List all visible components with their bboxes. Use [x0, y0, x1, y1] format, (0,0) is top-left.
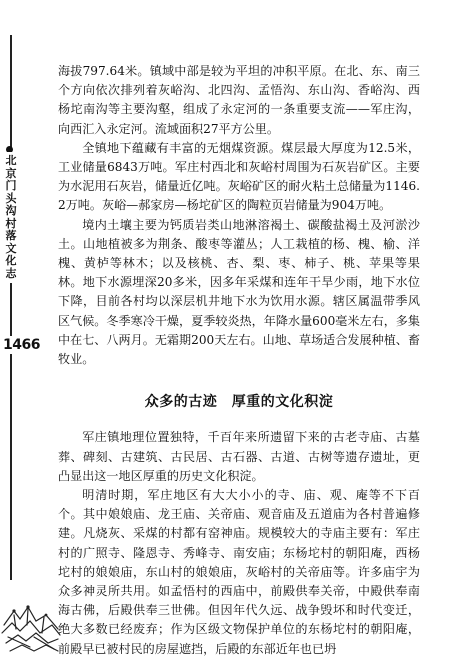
main-text-column [58, 62, 420, 659]
decorative-sketch-icon [0, 585, 62, 657]
paragraph-temples: 明清时期，军庄地区有大大小小的寺、庙、观、庵等不下百个。其中娘娘庙、龙王庙、关帝庙、观音庙及五道庙为各村普遍修建。凡烧灰、采煤的村都有窑神庙。规模较大的寺庙主要有：军庄村的广照寺、隆恩寺、秀峰寺、南安庙；东杨坨村的朝阳庵，西杨坨村的娘娘庙，东山村的娘娘庙，灰峪村的关帝庙等。许多庙宇为众多神灵所共用。如孟悟村的西庙中，前殿供奉关帝，中殿供奉南海古佛，后殿供奉三世佛。但因年代久远、战争毁坏和时代变迁，绝大多数已经废弃；作为区级文物保护单位的东杨坨村的朝阳庵，前殿早已被村民的房屋遮挡，后殿的东部近年也已坍 [58, 488, 420, 656]
running-book-title: 北京门头沟村落文化志 [3, 152, 19, 283]
paragraph-continued: 海拔797.64米。镇域中部是较为平坦的冲积平原。在北、东、南三个方向依次排列着灰峪沟、北四沟、孟悟沟、东山沟、香峪沟、西杨坨南沟等主要沟壑，组成了永定河的一条重要支流——军庄沟，向西汇入永定河。流域面积27平方公里。 [58, 64, 420, 136]
margin-rule [10, 35, 12, 580]
paragraph-coal-resources: 全镇地下蕴藏有丰富的无烟煤资源。煤层最大厚度为12.5米，工业储量6843万吨。军庄村西北和灰峪村周围为石灰岩矿区。主要为水泥用石灰岩，储量近亿吨。灰峪矿区的耐火粘土总储量为1146.2万吨。灰峪—郝家房—杨坨矿区的陶粒页岩储量为904万吨。 [58, 140, 420, 213]
paragraph-heritage-intro: 军庄镇地理位置独特，千百年来所遗留下来的古老寺庙、古墓葬、碑刻、古建筑、古民居、古石器、古道、古树等遗存遗址，更凸显出这一地区厚重的历史文化积淀。 [58, 430, 420, 483]
section-heading: 众多的古迹 厚重的文化积淀 [144, 394, 334, 411]
page-number: 1466 [3, 337, 40, 353]
paragraph-soil-climate: 境内土壤主要为钙质岩类山地淋溶褐土、碳酸盐褐土及河淤沙土。山地植被多为荆条、酸枣等灌丛；人工栽植的杨、槐、榆、洋槐、黄栌等林木；以及核桃、杏、梨、枣、柿子、桃、苹果等果林。地下水源埋深20多米，因多年采煤和连年干旱少雨，地下水位下降，目前各村均以深层机井地下水为饮用水源。辖区属温带季风区气候。冬季寒冷干燥，夏季较炎热，年降水量600毫米左右，多集中在七、八两月。无霜期200天左右。山地、草场适合发展种植、畜牧业。 [58, 217, 420, 367]
